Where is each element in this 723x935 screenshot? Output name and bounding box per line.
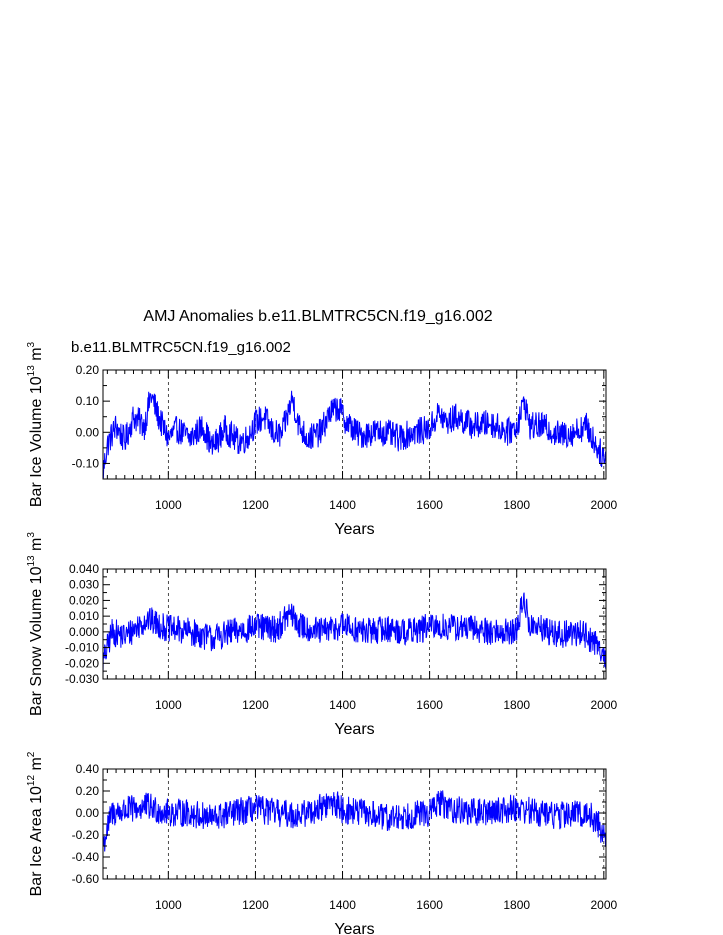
x-tick-label: 1200: [242, 698, 269, 712]
panel-subtitle: b.e11.BLMTRC5CN.f19_g16.002: [71, 339, 291, 356]
x-tick-label: 1600: [416, 898, 443, 912]
x-tick-label: 1400: [329, 898, 356, 912]
y-tick-label: 0.000: [68, 624, 99, 639]
y-axis-label: [26, 751, 45, 896]
y-tick-label: -0.60: [71, 872, 99, 886]
y-tick-label: -0.030: [64, 672, 99, 686]
y-tick-label: 0.010: [68, 609, 99, 624]
ice-volume-panel: [26, 341, 617, 538]
x-tick-label: 1400: [329, 698, 356, 712]
y-tick-label: 0.020: [68, 593, 99, 608]
x-tick-label: 1800: [503, 898, 531, 912]
y-axis-label-unit: m: [28, 537, 45, 556]
y-axis-label-unit-exponent: 3: [26, 341, 37, 348]
x-tick-label: 1800: [503, 498, 531, 512]
snow-volume-panel: [26, 532, 617, 738]
y-tick-label: 0.20: [75, 363, 99, 377]
x-tick-label: 1600: [416, 698, 443, 712]
y-axis-label-text: Bar Ice Volume 10: [28, 376, 45, 508]
y-tick-label: 0.030: [68, 577, 99, 592]
x-tick-label: 2000: [590, 898, 618, 912]
y-axis-label-text: Bar Snow Volume 10: [28, 566, 45, 716]
x-axis-label: Years: [334, 921, 375, 935]
x-tick-label: 1400: [329, 498, 356, 512]
y-axis-label: [26, 341, 45, 507]
y-tick-label: 0.40: [75, 762, 99, 776]
plot-frame: [103, 769, 606, 879]
y-axis-label-exponent: 13: [26, 555, 37, 567]
y-tick-label: 0.00: [75, 425, 99, 440]
figure-title: AMJ Anomalies b.e11.BLMTRC5CN.f19_g16.002: [143, 308, 493, 325]
y-tick-label: -0.20: [71, 828, 99, 842]
x-tick-label: 1600: [416, 498, 443, 512]
x-tick-label: 1000: [154, 498, 182, 512]
x-tick-label: 1200: [242, 498, 269, 512]
y-axis-label-exponent: 12: [26, 774, 37, 787]
y-axis-label-exponent: 13: [26, 365, 37, 377]
x-axis-label: Years: [334, 721, 375, 738]
x-tick-label: 1000: [154, 698, 182, 712]
y-tick-label: 0.20: [75, 784, 99, 798]
y-tick-label: 0.040: [68, 562, 99, 576]
x-tick-label: 1000: [154, 898, 182, 912]
y-tick-label: -0.40: [71, 850, 99, 864]
y-tick-label: 0.00: [75, 806, 99, 820]
x-tick-label: 2000: [590, 698, 618, 712]
y-tick-label: -0.020: [64, 656, 99, 671]
y-axis-label: [26, 532, 45, 716]
y-axis-label-unit-exponent: 2: [26, 751, 37, 758]
y-tick-label: -0.10: [71, 456, 99, 471]
y-tick-label: -0.010: [64, 640, 99, 655]
data-series-line: [103, 790, 606, 851]
x-tick-label: 1200: [242, 898, 269, 912]
x-tick-label: 1800: [503, 698, 531, 712]
ice-area-panel: [26, 751, 617, 935]
y-axis-label-unit-exponent: 3: [26, 532, 37, 538]
y-axis-label-unit: m: [28, 757, 45, 775]
data-series-line: [103, 593, 606, 675]
data-series-line: [103, 391, 606, 478]
x-axis-label: Years: [334, 521, 375, 538]
y-axis-label-unit: m: [28, 347, 45, 366]
y-axis-label-text: Bar Ice Area 10: [28, 786, 45, 897]
y-tick-label: 0.10: [75, 394, 99, 409]
x-tick-label: 2000: [590, 498, 618, 512]
